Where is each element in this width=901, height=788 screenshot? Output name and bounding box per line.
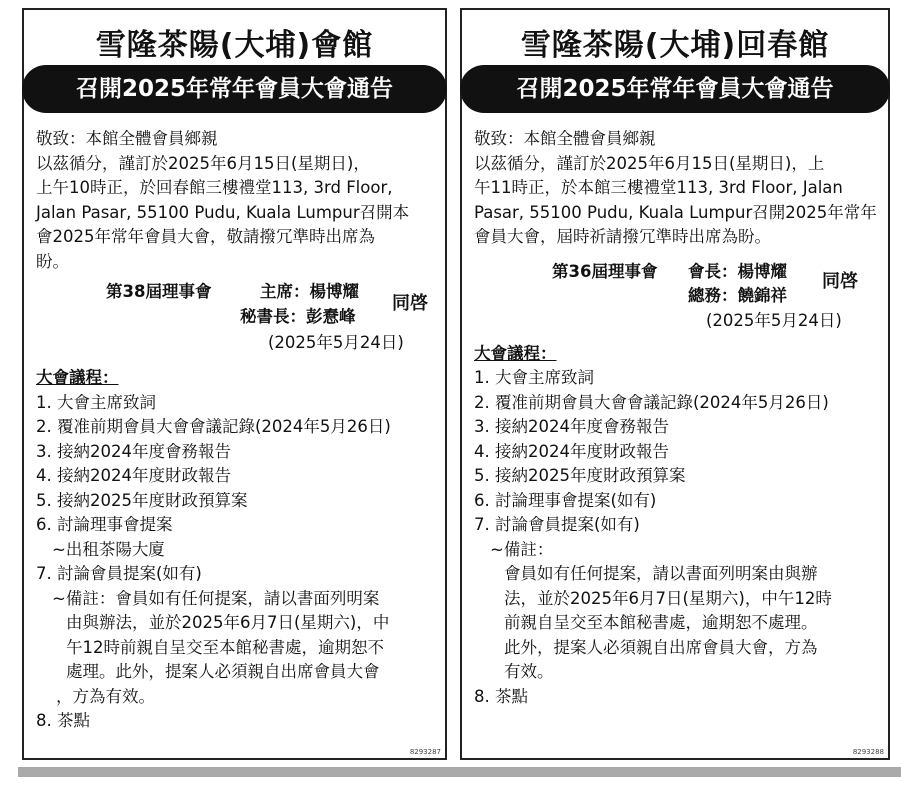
notice-right [460,8,890,760]
council-name: 第36屆理事會 [552,261,658,281]
notice-banner: 召開2025年常年會員大會通告 [460,65,890,113]
agenda-title: 大會議程： [36,368,119,387]
body-line: Jalan Pasar, 55100 Pudu, Kuala Lumpur召開本 [36,202,410,222]
note-line: 前親自呈交至本館秘書處，逾期恕不處理。 [504,613,818,632]
body-line: 會2025年常年會員大會，敬請撥冗準時出席為 [36,227,375,246]
signature-block [36,280,435,356]
agenda-item: 6. 討論理事會提案 [36,515,173,534]
body-line: 上午10時正，於回春館三樓禮堂113, 3rd Floor, [36,178,393,197]
ad-code: 8293288 [852,748,884,756]
agenda-item: 5. 接納2025年度財政預算案 [474,466,686,485]
note-label: ~備註： [490,539,554,559]
notice-body [474,127,878,709]
body-line: 以茲循分，謹訂於2025年6月15日(星期日)，上 [474,153,825,173]
agenda-item: 2. 覆准前期會員大會會議記錄(2024年5月26日) [36,417,391,436]
note-line: 處理。此外，提案人必須親自出席會員大會 [66,662,380,681]
role-president: 會長：楊博耀 [688,261,787,281]
agenda-item: 8. 茶點 [474,686,528,706]
salutation: 敬致：本館全體會員鄉親 [474,129,656,148]
notice-date: (2025年5月24日) [268,333,404,352]
agenda-title: 大會議程： [474,343,557,363]
agenda-item: 7. 討論會員提案(如有) [36,564,202,583]
joint-sign: 同啓 [822,270,858,292]
body-line: 以茲循分，謹訂於2025年6月15日(星期日)， [36,153,370,173]
bottom-divider [18,767,901,777]
notice-title: 雪隆茶陽(大埔)回春館 [520,28,830,63]
note-line: 有效。 [504,662,554,681]
signature-block [474,256,878,332]
agenda-item: 3. 接納2024年度會務報告 [36,441,231,461]
body-line: 盼。 [36,251,69,271]
note-line: 此外，提案人必須親自出席會員大會，方為 [504,637,818,657]
agenda-item: 1. 大會主席致詞 [474,368,594,387]
agenda-item: 1. 大會主席致詞 [36,392,156,412]
body-line: 午11時正，於本館三樓禮堂113, 3rd Floor, Jalan [474,178,843,197]
agenda-item: 6. 討論理事會提案(如有) [474,490,657,510]
notice-left [22,8,447,760]
body-line: 會員大會，屆時祈請撥冗準時出席為盼。 [474,227,771,246]
note-line: 法，並於2025年6月7日(星期六)，中午12時 [504,588,832,608]
agenda-item: 4. 接納2024年度財政報告 [474,441,669,461]
notice-date: (2025年5月24日) [706,310,842,330]
notice-banner: 召開2025年常年會員大會通告 [22,65,447,113]
salutation: 敬致：本館全體會員鄉親 [36,129,218,148]
note-line: ，方為有效。 [56,686,155,706]
agenda-item: 5. 接納2025年度財政預算案 [36,490,248,510]
ad-code: 8293287 [409,748,441,756]
body-line: Pasar, 55100 Pudu, Kuala Lumpur召開2025年常年 [474,202,877,222]
note-line: ~備註：會員如有任何提案，請以書面列明案 [52,588,380,608]
agenda-item: 7. 討論會員提案(如有) [474,515,640,534]
joint-sign: 同啓 [392,293,428,314]
agenda-item: 4. 接納2024年度財政報告 [36,466,231,485]
notice-body [36,127,435,734]
note-line: 會員如有任何提案，請以書面列明案由與辦 [504,564,818,583]
agenda-subitem: ~出租茶陽大廈 [52,539,165,559]
notice-title: 雪隆茶陽(大埔)會館 [95,28,374,63]
agenda-item: 2. 覆准前期會員大會會議記錄(2024年5月26日) [474,392,829,412]
agenda-item: 8. 茶點 [36,711,90,730]
agenda-item: 3. 接納2024年度會務報告 [474,417,669,436]
role-secretary: 秘書長：彭憃峰 [240,307,356,326]
role-general-affairs: 總務：饒錦祥 [688,285,787,305]
role-chair: 主席：楊博耀 [260,282,359,301]
note-line: 午12時前親自呈交至本館秘書處，逾期恕不 [66,637,384,657]
council-name: 第38屆理事會 [106,282,212,301]
note-line: 由與辦法，並於2025年6月7日(星期六)，中 [66,613,390,632]
